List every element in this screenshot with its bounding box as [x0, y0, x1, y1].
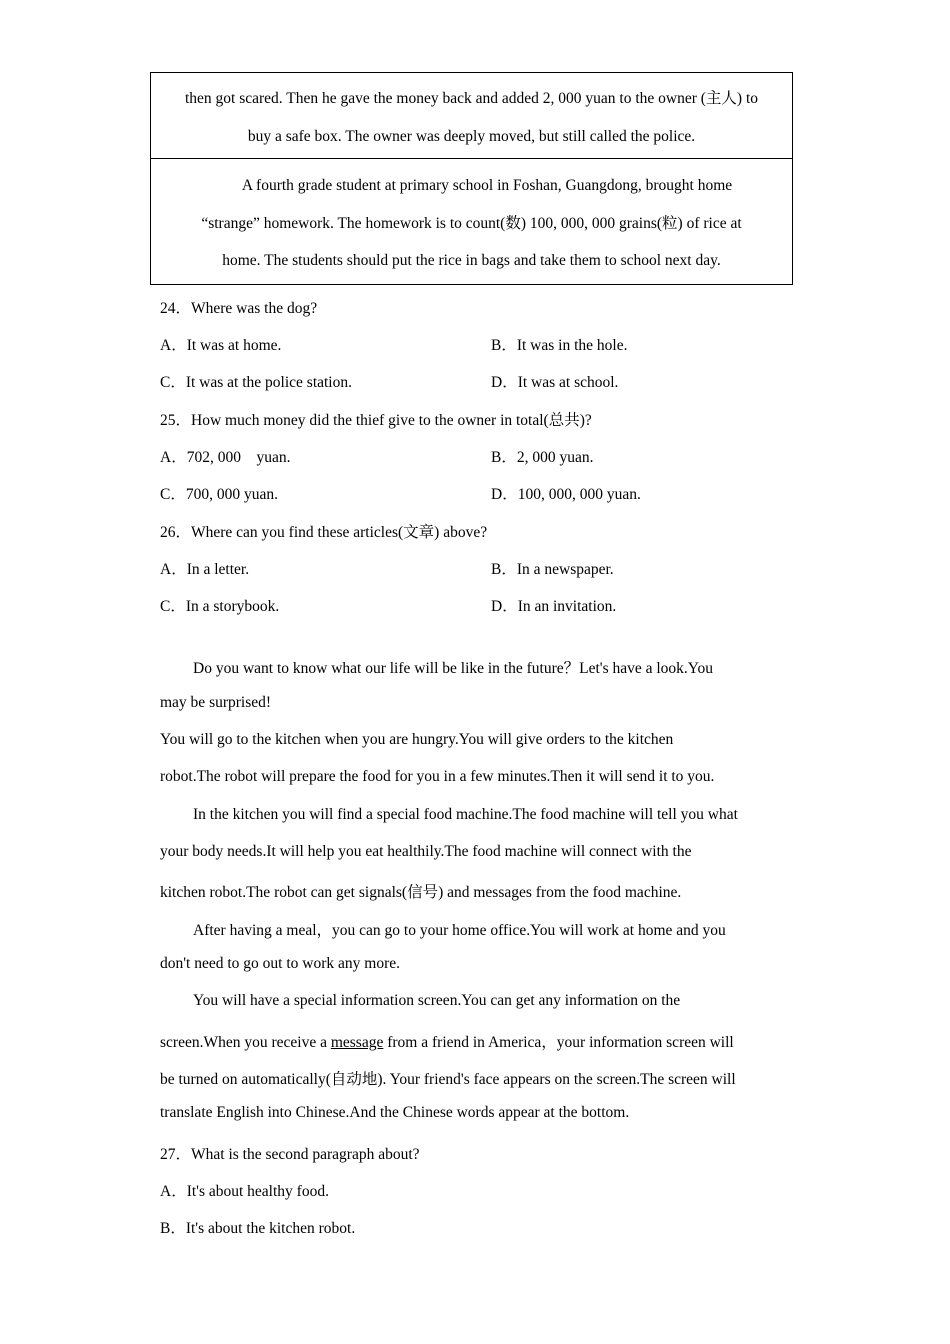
answer-option[interactable]: A．It was at home.	[160, 337, 282, 354]
passage-box-1	[150, 72, 793, 159]
passage-line: Do you want to know what our life will be like in the future？Let's have a look.You	[193, 660, 713, 677]
answer-option[interactable]: C．In a storybook.	[160, 598, 280, 615]
answer-option[interactable]: A．702, 000 yuan.	[160, 449, 291, 466]
answer-option[interactable]: C．It was at the police station.	[160, 374, 352, 391]
box1-line: then got scared. Then he gave the money back and added 2, 000 yuan to the owner (主人) to	[184, 90, 759, 107]
passage-line: translate English into Chinese.And the Chinese words appear at the bottom.	[160, 1104, 630, 1121]
box1-line: buy a safe box. The owner was deeply moved, but still called the police.	[247, 127, 696, 145]
boxed-passages	[150, 72, 793, 285]
box2-line: home. The students should put the rice in bags and take them to school next day.	[222, 252, 721, 269]
answer-option[interactable]: D．It was at school.	[491, 374, 619, 391]
answer-option[interactable]: A．It's about healthy food.	[160, 1183, 329, 1200]
passage-line: After having a meal，you can go to your home office.You will work at home and you	[193, 922, 726, 939]
answer-option[interactable]: D．In an invitation.	[491, 598, 617, 615]
answer-option[interactable]: B．In a newspaper.	[491, 561, 614, 578]
answer-option[interactable]: A．In a letter.	[160, 561, 250, 578]
answer-option[interactable]: B．2, 000 yuan.	[491, 449, 594, 466]
box2-line: “strange” homework. The homework is to count(数) 100, 000, 000 grains(粒) of rice at	[201, 214, 742, 232]
passage-box-2	[150, 159, 793, 285]
passage-text: screen.When you receive a	[160, 1034, 331, 1051]
passage-line: You will go to the kitchen when you are hungry.You will give orders to the kitchen	[160, 731, 674, 748]
answer-option[interactable]: C．700, 000 yuan.	[160, 486, 278, 503]
question-stem: 25．How much money did the thief give to the owner in total(总共)?	[160, 412, 592, 429]
passage-line: kitchen robot.The robot can get signals(信号) and messages from the food machine.	[160, 884, 682, 901]
passage-line: don't need to go out to work any more.	[160, 955, 400, 972]
passage-line: You will have a special information screen.You can get any information on the	[193, 992, 681, 1009]
passage-line: In the kitchen you will find a special food machine.The food machine will tell you what	[193, 806, 738, 823]
passage-line: be turned on automatically(自动地). Your friend's face appears on the screen.The screen will	[160, 1071, 736, 1088]
box2-line: A fourth grade student at primary school in Foshan, Guangdong, brought home	[241, 177, 733, 194]
question-stem: 27．What is the second paragraph about?	[160, 1146, 420, 1163]
question-stem: 24．Where was the dog?	[160, 300, 318, 317]
passage-line: robot.The robot will prepare the food for you in a few minutes.Then it will send it to you.	[160, 768, 715, 785]
answer-option[interactable]: B．It's about the kitchen robot.	[160, 1220, 356, 1237]
passage-text: from a friend in America，your information screen will	[383, 1034, 734, 1051]
passage-line: your body needs.It will help you eat healthily.The food machine will connect with the	[160, 843, 692, 860]
underlined-word: message	[330, 1034, 384, 1051]
answer-option[interactable]: D．100, 000, 000 yuan.	[491, 486, 641, 503]
answer-option[interactable]: B．It was in the hole.	[491, 337, 628, 354]
passage-line	[160, 1030, 734, 1052]
passage-line: may be surprised!	[160, 694, 272, 711]
question-stem: 26．Where can you find these articles(文章) above?	[160, 524, 488, 541]
